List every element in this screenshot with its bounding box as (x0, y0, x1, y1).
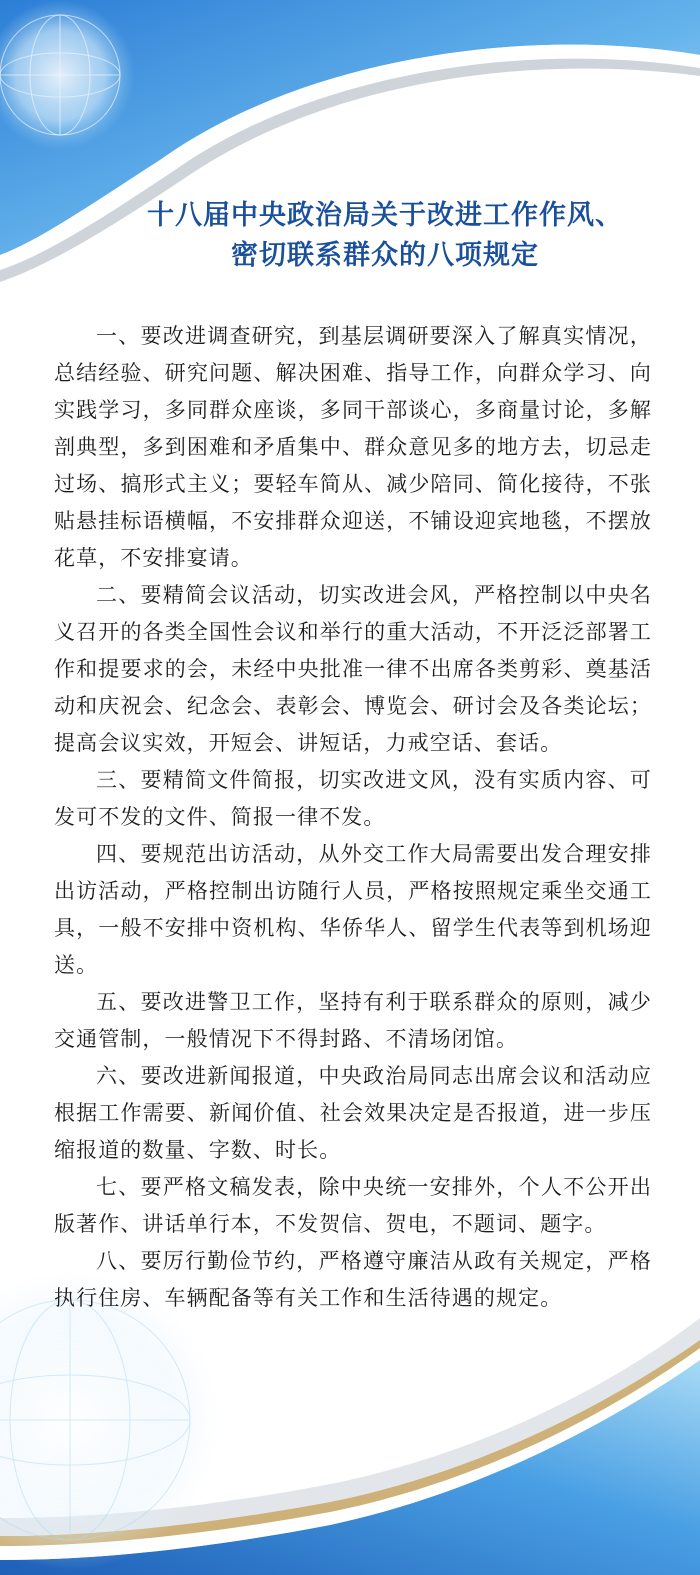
rule-paragraph: 八、要厉行勤俭节约，严格遵守廉洁从政有关规定，严格执行住房、车辆配备等有关工作和生活待遇的规定。 (54, 1249, 652, 1310)
page-title (85, 196, 685, 276)
rule-paragraph: 六、要改进新闻报道，中央政治局同志出席会议和活动应根据工作需要、新闻价值、社会效果决定是否报道，进一步压缩报道的数量、字数、时长。 (54, 1064, 652, 1162)
rule-paragraph: 四、要规范出访活动，从外交工作大局需要出发合理安排出访活动，严格控制出访随行人员，严格按照规定乘坐交通工具，一般不安排中资机构、华侨华人、留学生代表等到机场迎送。 (54, 842, 652, 977)
rule-paragraph: 一、要改进调查研究，到基层调研要深入了解真实情况，总结经验、研究问题、解决困难、指导工作，向群众学习、向实践学习，多同群众座谈，多同干部谈心，多商量讨论，多解剖典型，多到困难和矛盾集中、群众意见多的地方去，切忌走过场、搞形式主义；要轻车简从、减少陪同、简化接待，不张贴悬挂标语横幅，不安排群众迎送，不铺设迎宾地毯，不摆放花草，不安排宴请。 (54, 324, 652, 570)
rules-list (54, 318, 652, 1317)
title-line-1: 十八届中央政治局关于改进工作作风、 (147, 200, 623, 231)
title-line-2: 密切联系群众的八项规定 (231, 240, 539, 271)
rule-paragraph: 三、要精简文件简报，切实改进文风，没有实质内容、可发可不发的文件、简报一律不发。 (54, 768, 652, 829)
rule-paragraph: 二、要精简会议活动，切实改进会风，严格控制以中央名义召开的各类全国性会议和举行的重大活动，不开泛泛部署工作和提要求的会，未经中央批准一律不出席各类剪彩、奠基活动和庆祝会、纪念会、表彰会、博览会、研讨会及各类论坛；提高会议实效，开短会、讲短话，力戒空话、套话。 (54, 583, 652, 755)
rule-paragraph: 五、要改进警卫工作，坚持有利于联系群众的原则，减少交通管制，一般情况下不得封路、不清场闭馆。 (54, 990, 652, 1051)
rule-paragraph: 七、要严格文稿发表，除中央统一安排外，个人不公开出版著作、讲话单行本，不发贺信、贺电，不题词、题字。 (54, 1175, 652, 1236)
